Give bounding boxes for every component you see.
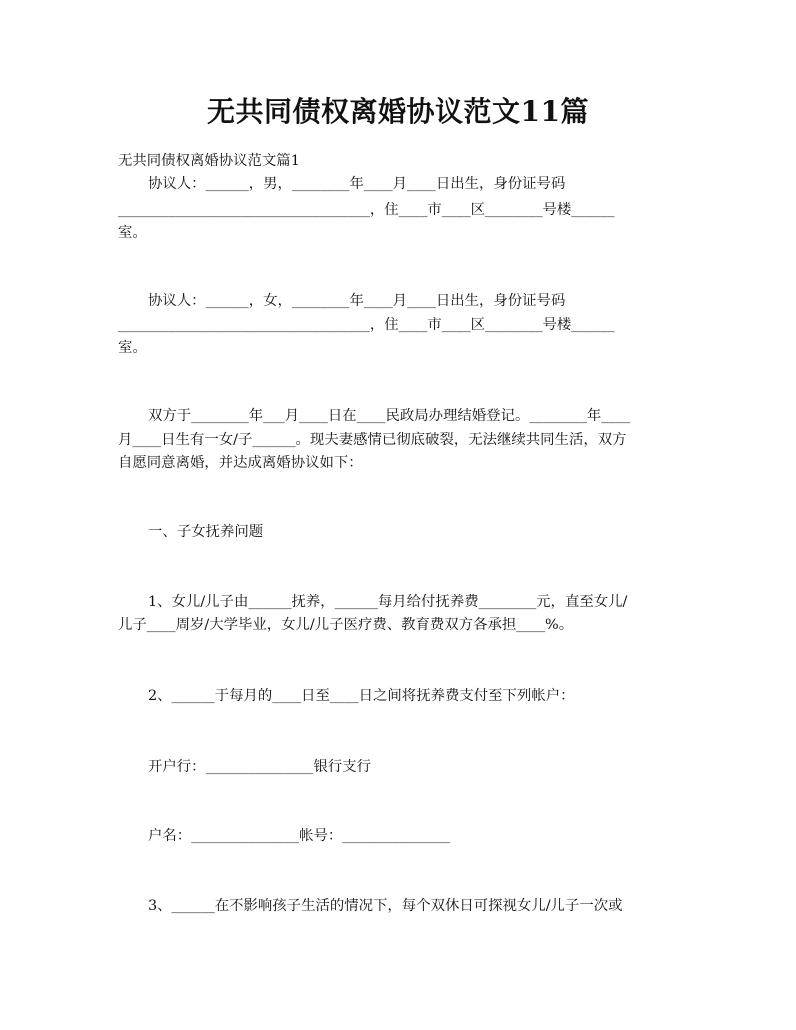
clause1-line1: 1、女儿/儿子由______抚养，______每月给付抚养费________元，直至女儿/ (148, 594, 628, 610)
party2-line2: ___________________________________，住____市____区________号楼______ (118, 317, 615, 333)
clause3: 3、______在不影响孩子生活的情况下，每个双休日可探视女儿/儿子一次或 (148, 898, 623, 914)
clause2: 2、______于每月的____日至____日之间将抚养费支付至下列帐户： (148, 688, 575, 704)
party1-line1: 协议人：______，男，________年____月____日出生，身份证号码 (148, 176, 566, 192)
party2-line1: 协议人：______，女，________年____月____日出生，身份证号码 (148, 293, 566, 309)
party1-line2: ___________________________________，住____市____区________号楼______ (118, 202, 615, 218)
party1-line3: 室。 (118, 225, 147, 241)
party2-line3: 室。 (118, 340, 147, 356)
section1-heading: 一、子女抚养问题 (148, 524, 264, 540)
document-subtitle: 无共同债权离婚协议范文篇1 (118, 153, 300, 169)
bank-line: 开户行：_______________银行支行 (148, 759, 372, 775)
marriage-line3: 自愿同意离婚，并达成离婚协议如下： (118, 455, 363, 471)
page-title: 无共同债权离婚协议范文11篇 (207, 95, 589, 128)
account-line: 户名：_______________帐号：_______________ (148, 828, 451, 844)
marriage-line2: 月____日生有一女/子______。现夫妻感情已彻底破裂，无法继续共同生活，双方 (118, 432, 627, 448)
clause1-line2: 儿子____周岁/大学毕业，女儿/儿子医疗费、教育费双方各承担____%。 (118, 617, 574, 633)
marriage-line1: 双方于________年___月____日在____民政局办理结婚登记。________年____ (148, 408, 631, 424)
